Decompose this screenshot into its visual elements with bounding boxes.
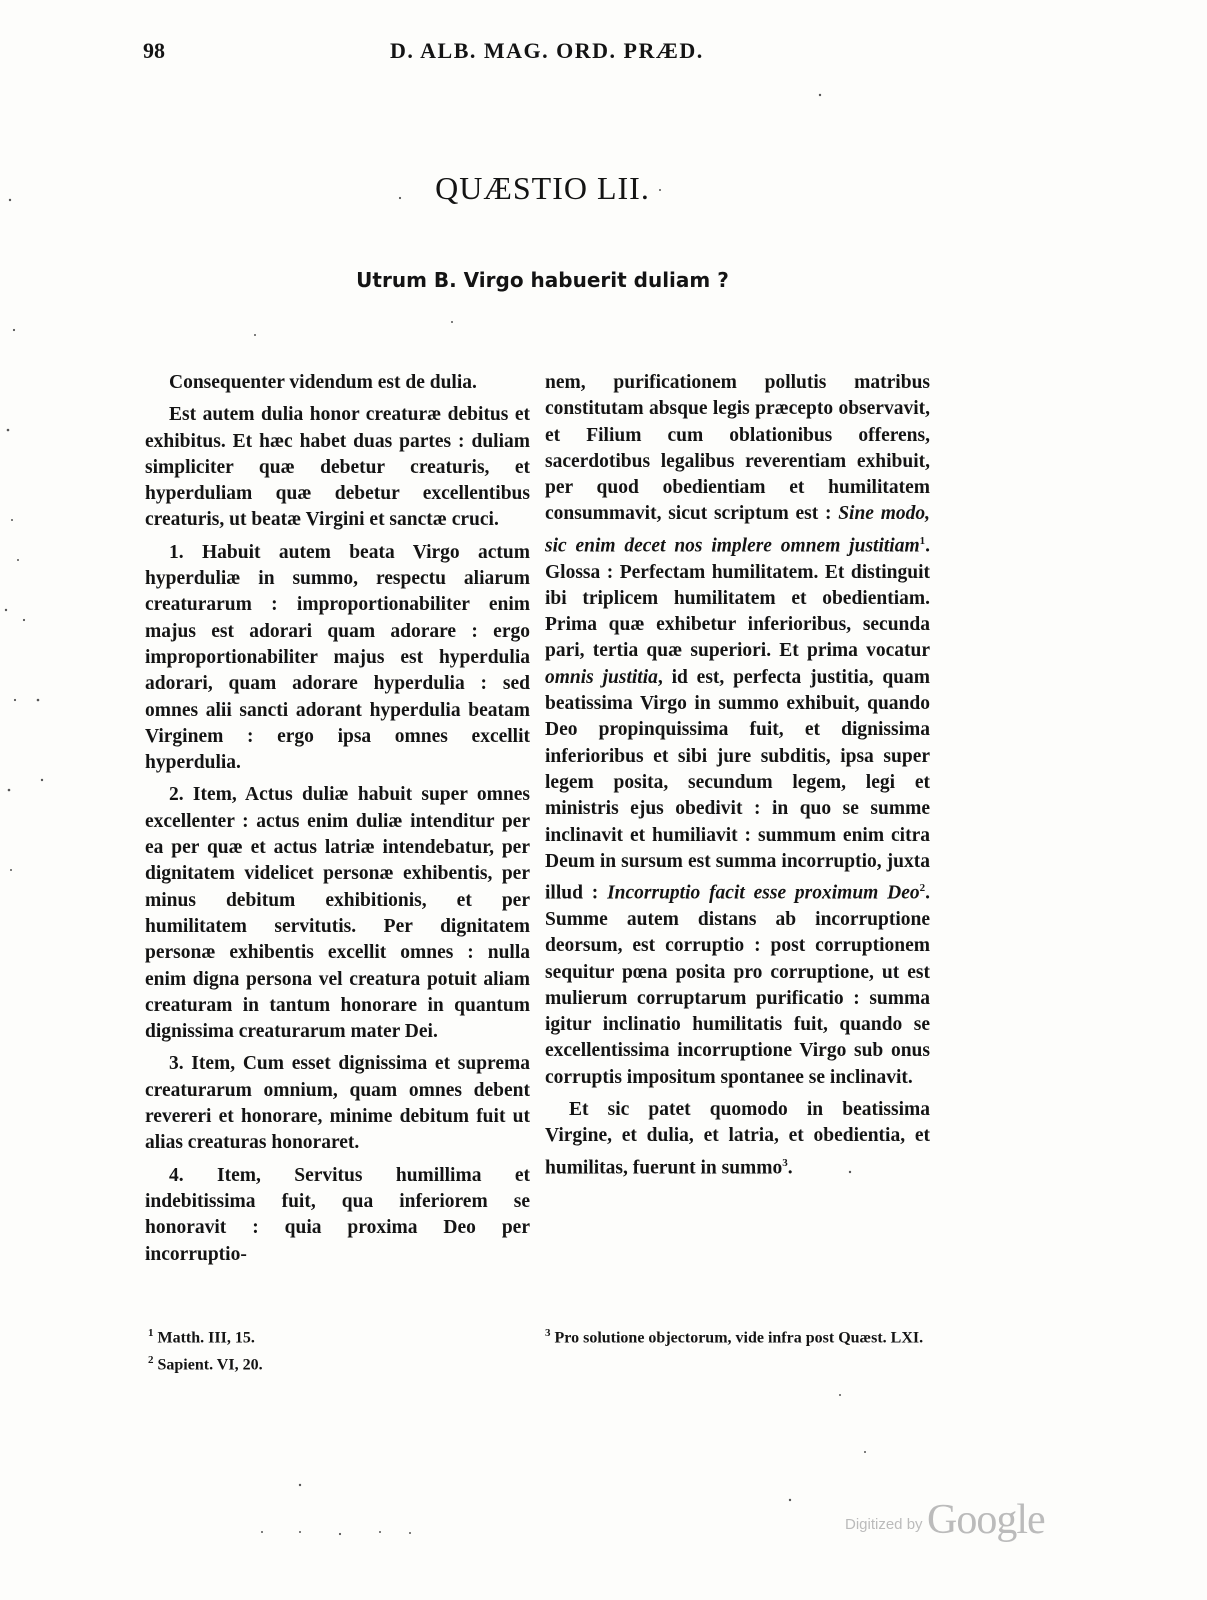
paragraph: 4. Item, Servitus humillima et indebitissima fuit, qua inferiorem se honoravit : quia proxima Deo per incorruptio- xyxy=(145,1164,530,1265)
page-number: 98 xyxy=(143,38,165,63)
scripture-quote: omnis justitia xyxy=(545,666,658,688)
text-run: . xyxy=(787,1157,793,1179)
text-run: Et sic patet quomodo in beatissima Virgine, et dulia, et latria, et obedientia, et humilitas, fuerunt in summo xyxy=(545,1099,930,1179)
scripture-quote: Incorruptio facit esse proximum Deo xyxy=(607,882,920,904)
text-run: nem, purificationem pollutis matribus constitutam absque legis præcepto observavit, et Filium cum oblationibus offerens, sacerdotibus legalibus reverentiam exhibuit, per quod obedientiam et humilitatem consummavit, sicut scriptum est : xyxy=(545,372,930,525)
watermark-prefix: Digitized by xyxy=(845,1516,923,1533)
footnote-text: Sapient. VI, 20. xyxy=(157,1356,263,1374)
paragraph: Consequenter videndum est de dulia. xyxy=(169,372,477,393)
footnote-mark: 1 xyxy=(148,1327,154,1339)
text-run: , id est, perfecta justitia, quam beatissima Virgo in summo exhibuit, quando Deo propinquissima fuit, et dignissima inferioribus et sibi jure subditis, ipsa super legem posita, secundum legem, legi et ministris ejus obedivit : in quo se summe inclinavit et humiliavit : summum enim citra Deum in sursum est summa incorruptio, juxta illud : xyxy=(545,666,931,904)
footnote-text: Matth. III, 15. xyxy=(157,1329,255,1347)
footnote-mark: 3 xyxy=(545,1327,551,1339)
footnote-ref: 3 xyxy=(782,1156,788,1169)
quaestio-title: QUÆSTIO LII. xyxy=(435,170,650,206)
paragraph: 1. Habuit autem beata Virgo actum hyperduliæ in summo, respectu aliarum creaturarum : improportionabiliter enim majus est adorari quam adorare : ergo improportionabiliter majus est hyperdulia adorari, quam adorare hyperdulia : sed omnes alii sancti adorant hyperdulia beatam Virginem : ergo ipsa omnes excellit hyperdulia. xyxy=(145,541,530,774)
footnote-ref: 1 xyxy=(919,534,926,547)
paragraph: Est autem dulia honor creaturæ debitus et exhibitus. Et hæc habet duas partes : duliam simpliciter quæ debetur creaturis, et hyperduliam quæ debetur excellentibus creaturis, ut beatæ Virgini et sanctæ cruci. xyxy=(145,404,530,531)
scripture-quote: Sine modo, sic enim decet nos implere omnem justitiam xyxy=(545,503,930,557)
paragraph: 3. Item, Cum esset dignissima et suprema creaturarum omnium, quam omnes debent revereri et honorare, minime debitum fuit ut alias creaturas honoraret. xyxy=(145,1053,530,1154)
quaestio-subtitle: Utrum B. Virgo habuerit duliam ? xyxy=(356,268,729,292)
running-head: D. ALB. MAG. ORD. PRÆD. xyxy=(390,38,704,63)
paragraph: 2. Item, Actus duliæ habuit super omnes excellenter : actus enim duliæ intenditur per ea per quæ et actus latriæ intendebatur, per dignitatem videlicet personæ exhibentis, per minus debitum exhibitionis, et per humilitatem servitutis. Per dignitatem personæ exhibentis excellit omnes : nulla enim digna persona vel creatura potuit aliam creaturam in tantum honorare in quantum dignissima creaturarum mater Dei. xyxy=(145,784,530,1043)
footnote-text: Pro solutione objectorum, vide infra post Quæst. LXI. xyxy=(554,1329,924,1347)
footnote-ref: 2 xyxy=(919,882,926,895)
text-run: . Glossa : Perfectam humilitatem. Et distinguit ibi triplicem humilitatem et obedientiam. Prima quæ exhibetur inferioribus, secunda pari, tertia quæ superiori. Et prima vocatur xyxy=(545,535,930,662)
footnote-mark: 2 xyxy=(148,1354,154,1367)
text-run: . Summe autem distans ab incorruptione deorsum, est corruptio : post corruptionem sequitur pœna posita pro corruptione, ut est mulierum corruptarum purificatio : summa igitur inclinatio humilitatis fuit, quando se excellentissima incorruptione Virgo sub onus corruptis impositum spontanee se inclinavit. xyxy=(545,882,931,1088)
watermark-logo: Google xyxy=(927,1497,1045,1543)
